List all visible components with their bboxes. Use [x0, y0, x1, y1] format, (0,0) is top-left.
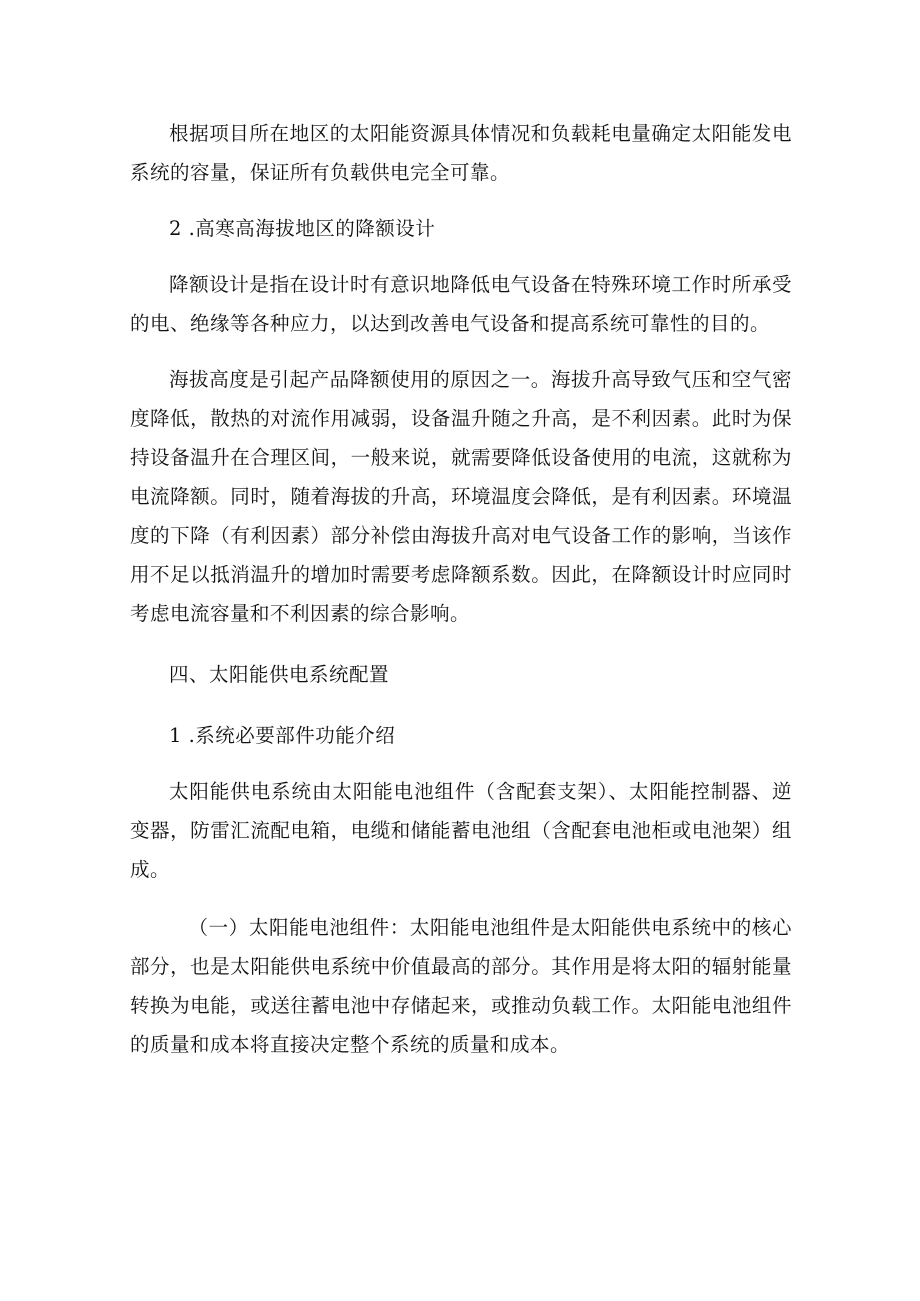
paragraph-system-capacity: 根据项目所在地区的太阳能资源具体情况和负载耗电量确定太阳能发电系统的容量，保证所有负载供电完全可靠。: [130, 122, 792, 184]
document-body: [130, 114, 792, 1064]
paragraph-system-composition: 太阳能供电系统由太阳能电池组件（含配套支架）、太阳能控制器、逆变器，防雷汇流配电箱，电缆和储能蓄电池组（含配套电池柜或电池架）组成。: [130, 780, 792, 881]
chapter-heading-solar-config: 四、太阳能供电系统配置: [169, 663, 390, 686]
paragraph-derating-definition: 降额设计是指在设计时有意识地降低电气设备在特殊环境工作时所承受的电、绝缘等各种应力，以达到改善电气设备和提高系统可靠性的目的。: [130, 273, 792, 335]
section-heading-components: 1 .系统必要部件功能介绍: [169, 724, 396, 747]
paragraph-altitude-derating: 海拔高度是引起产品降额使用的原因之一。海拔升高导致气压和空气密度降低，散热的对流作用减弱，设备温升随之升高，是不利因素。此时为保持设备温升在合理区间，一般来说，就需要降低设备使用的电流，这就称为电流降额。同时，随着海拔的升高，环境温度会降低，是有利因素。环境温度的下降（有利因素）部分补偿由海拔升高对电气设备工作的影响，当该作用不足以抵消温升的增加时需要考虑降额系数。因此，在降额设计时应同时考虑电流容量和不利因素的综合影响。: [130, 368, 792, 625]
paragraph-solar-module: （一）太阳能电池组件：太阳能电池组件是太阳能供电系统中的核心部分，也是太阳能供电系统中价值最高的部分。其作用是将太阳的辐射能量转换为电能，或送往蓄电池中存储起来，或推动负载工作。太阳能电池组件的质量和成本将直接决定整个系统的质量和成本。: [130, 916, 792, 1056]
section-heading-derating: 2 .高寒高海拔地区的降额设计: [169, 217, 436, 240]
